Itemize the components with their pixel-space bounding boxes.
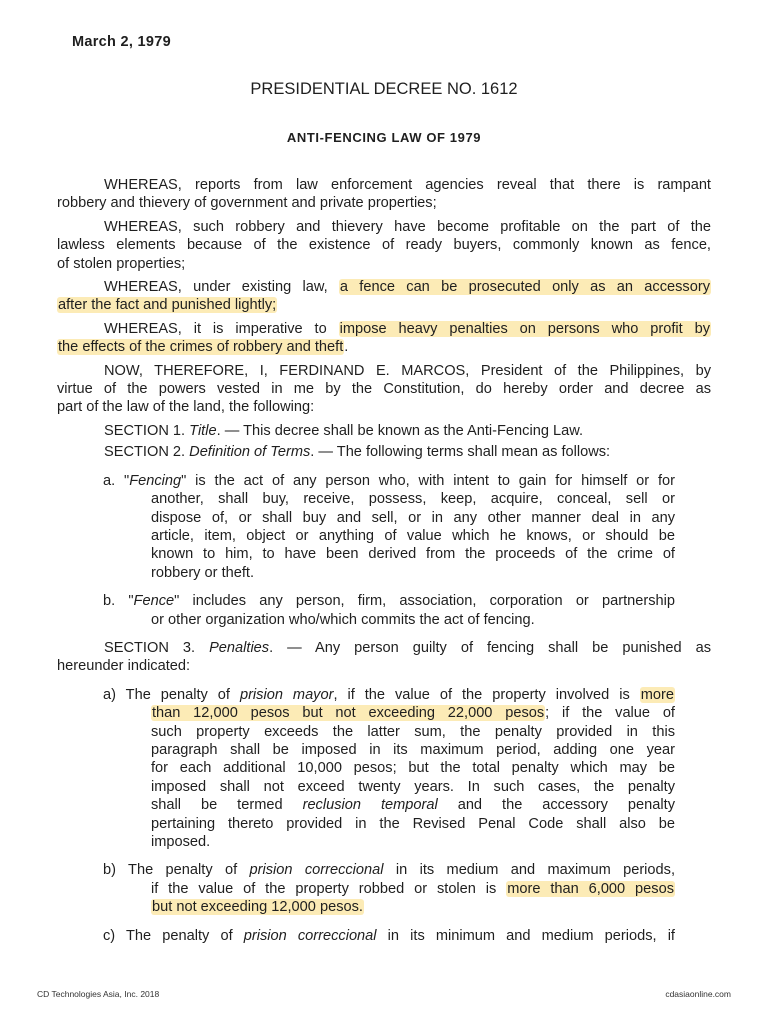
definition-fence: [103, 592, 675, 629]
whereas-1-line-2: robbery and thievery of government and private properties;: [57, 195, 437, 212]
definition-a-line-4: article, item, object or anything of value which he knows, or should be: [151, 527, 675, 544]
footer-website: cdasiaonline.com: [665, 989, 731, 999]
whereas-clause-4: [57, 320, 711, 357]
footer-publisher: CD Technologies Asia, Inc. 2018: [37, 989, 160, 999]
penalty-a-line-7: [103, 796, 675, 814]
penalty-c-term: prision correccional: [243, 927, 377, 944]
section-1-title: Title: [189, 422, 217, 439]
whereas-3-line-1: [57, 278, 711, 296]
whereas-4-post: .: [344, 339, 349, 356]
whereas-1-line-1: WHEREAS, reports from law enforcement agencies reveal that there is rampant: [104, 177, 711, 193]
whereas-4-line-1: [57, 320, 711, 338]
whereas-4-pre: WHEREAS, it is imperative to: [104, 320, 339, 337]
whereas-4-line-2: [57, 338, 711, 356]
document-date: March 2, 1979: [72, 34, 172, 50]
definition-fencing: [103, 472, 675, 582]
penalty-a-line-8: pertaining thereto provided in the Revised Penal Code shall also be: [151, 815, 675, 832]
highlight: more: [640, 686, 675, 703]
definition-a-term: Fencing: [129, 472, 182, 489]
highlight: impose heavy penalties on persons who profit by: [339, 320, 710, 337]
decree-title: PRESIDENTIAL DECREE NO. 1612: [250, 80, 518, 98]
law-title: ANTI-FENCING LAW OF 1979: [286, 130, 482, 145]
section-2-label: SECTION 2.: [104, 444, 190, 461]
whereas-clause-1: [57, 176, 711, 213]
penalty-a-mid: , if the value of the property involved is: [333, 686, 640, 703]
penalty-a-prefix: a) The penalty of: [103, 686, 240, 703]
penalty-a-line-7-term: reclusion temporal: [302, 797, 438, 814]
whereas-3-pre: WHEREAS, under existing law,: [104, 279, 339, 296]
whereas-2-line-3: of stolen properties;: [57, 255, 186, 272]
highlight: after the fact and punished lightly;: [58, 297, 277, 314]
penalty-a: [103, 686, 675, 852]
definition-a-text: " is the act of any person who, with intent to gain for himself or for: [181, 472, 676, 489]
definition-a-line-3: dispose of, or shall buy and sell, or in any other manner deal in any: [151, 509, 675, 526]
penalty-a-line-7b: and the accessory penalty: [437, 797, 675, 814]
penalty-a-post: ; if the value of: [545, 705, 675, 722]
highlight: but not exceeding 12,000 pesos.: [152, 899, 363, 916]
document-body: [57, 176, 711, 945]
penalty-a-line-2: [103, 704, 675, 722]
highlight: a fence can be prosecuted only as an accessory: [339, 279, 710, 296]
penalty-a-line-4: paragraph shall be imposed in its maximum period, adding one year: [151, 741, 675, 758]
highlight: than 12,000 pesos but not exceeding 22,000 pesos: [152, 705, 545, 722]
definition-a-line-2: another, shall buy, receive, possess, keep, acquire, conceal, sell or: [151, 491, 675, 508]
section-3: [57, 639, 711, 676]
penalty-a-line-6: imposed shall not exceed twenty years. In such cases, the penalty: [151, 778, 675, 795]
penalty-c-text: in its minimum and medium periods, if: [376, 927, 675, 944]
definition-b-term: Fence: [133, 593, 175, 610]
definition-b-text: " includes any person, firm, association, corporation or partnership: [174, 593, 675, 610]
enacting-line-2: virtue of the powers vested in me by the Constitution, do hereby order and decree as: [57, 381, 711, 398]
penalty-b-term: prision correccional: [249, 862, 384, 879]
section-2-title: Definition of Terms: [189, 444, 311, 461]
section-2: [57, 443, 711, 461]
penalty-b-line-2: [103, 880, 675, 898]
penalty-a-term: prision mayor: [239, 686, 334, 703]
enacting-line-1: NOW, THEREFORE, I, FERDINAND E. MARCOS, President of the Philippines, by: [104, 362, 711, 379]
enacting-line-3: part of the law of the land, the following:: [57, 399, 315, 416]
section-3-text: . — Any person guilty of fencing shall be punished as: [269, 639, 711, 656]
definition-b-prefix: b. ": [103, 593, 134, 610]
highlight: the effects of the crimes of robbery and theft: [58, 339, 344, 356]
highlight: more than 6,000 pesos: [507, 880, 674, 897]
section-3-title: Penalties: [209, 639, 270, 656]
section-1-label: SECTION 1.: [104, 422, 190, 439]
penalty-b-text: in its medium and maximum periods,: [383, 862, 675, 879]
definition-b-line-2: or other organization who/which commits the act of fencing.: [151, 611, 535, 628]
definition-a-line-5: known to him, to have been derived from the proceeds of the crime of: [151, 546, 675, 563]
penalty-c-prefix: c) The penalty of: [103, 927, 244, 944]
penalty-b-line-3: [103, 898, 675, 916]
penalty-b-pre: if the value of the property robbed or stolen is: [151, 880, 507, 897]
penalty-b-line-1: [103, 861, 675, 879]
penalty-a-line-7a: shall be termed: [151, 797, 303, 814]
section-1-text: . — This decree shall be known as the Anti-Fencing Law.: [216, 422, 584, 439]
enacting-clause: [57, 362, 711, 417]
penalty-c-line-1: [103, 927, 675, 945]
definition-b-line-1: [103, 592, 675, 610]
penalty-a-line-1: [103, 686, 675, 704]
whereas-clause-3: [57, 278, 711, 315]
section-3-label: SECTION 3.: [104, 639, 210, 656]
penalty-b: [103, 861, 675, 916]
whereas-2-line-1: WHEREAS, such robbery and thievery have become profitable on the part of the: [104, 218, 711, 235]
section-1: [57, 422, 711, 440]
penalty-b-prefix: b) The penalty of: [103, 862, 250, 879]
section-3-line-1: [57, 639, 711, 657]
whereas-3-line-2: [57, 296, 711, 314]
section-3-line-2: hereunder indicated:: [57, 658, 191, 675]
definition-a-prefix: a. ": [103, 472, 130, 489]
penalty-c: [103, 927, 675, 945]
whereas-2-line-2: lawless elements because of the existence of ready buyers, commonly known as fence,: [57, 237, 711, 254]
penalty-a-line-3: such property exceeds the latter sum, the penalty provided in this: [151, 723, 675, 740]
definition-a-line-1: [103, 472, 675, 490]
section-2-text: . — The following terms shall mean as follows:: [310, 444, 611, 461]
whereas-clause-2: [57, 218, 711, 273]
penalty-a-line-9: imposed.: [151, 834, 211, 850]
penalty-a-line-5: for each additional 10,000 pesos; but the total penalty which may be: [151, 760, 675, 777]
definition-a-line-6: robbery or theft.: [151, 564, 255, 581]
